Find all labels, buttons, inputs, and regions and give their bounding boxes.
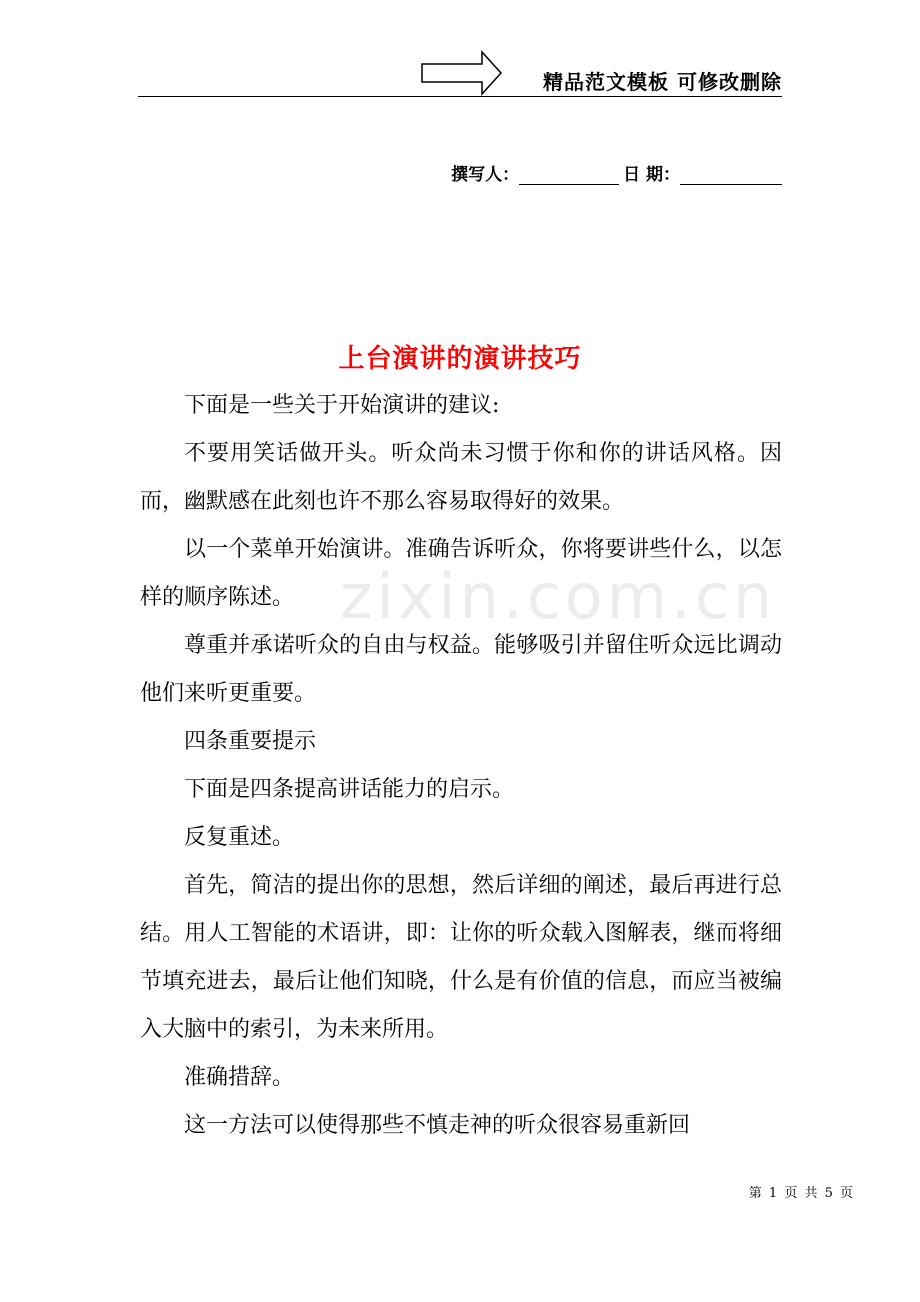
paragraph: 以一个菜单开始演讲。准确告诉听众，你将要讲些什么，以怎样的顺序陈述。 xyxy=(140,537,782,610)
arrow-right-icon xyxy=(421,50,503,96)
paragraph: 这一方法可以使得那些不慎走神的听众很容易重新回 xyxy=(184,1113,691,1138)
page-header xyxy=(138,48,782,97)
watermark: zixin.com.cn xyxy=(340,560,777,633)
date-blank xyxy=(680,166,782,185)
document-body xyxy=(140,382,782,1150)
page-footer: 第 1 页 共 5 页 xyxy=(748,1186,853,1201)
paragraph: 四条重要提示 xyxy=(184,729,317,754)
author-date-line xyxy=(451,160,782,185)
author-blank xyxy=(519,166,619,185)
paragraph: 反复重述。 xyxy=(184,825,295,850)
date-label: 日 期： xyxy=(623,165,680,185)
paragraph: 首先，简洁的提出你的思想，然后详细的阐述，最后再进行总结。用人工智能的术语讲，即：让你的听众载入图解表，继而将细节填充进去，最后让他们知晓，什么是有价值的信息，而应当被编入大脑中的索引，为未来所用。 xyxy=(140,873,782,1042)
paragraph: 下面是一些关于开始演讲的建议: xyxy=(184,393,500,418)
paragraph: 下面是四条提高讲话能力的启示。 xyxy=(184,777,515,802)
author-label: 撰写人： xyxy=(451,165,520,185)
paragraph: 准确措辞。 xyxy=(184,1065,295,1090)
header-text: 精品范文模板 可修改删除 xyxy=(543,70,782,94)
paragraph: 尊重并承诺听众的自由与权益。能够吸引并留住听众远比调动他们来听更重要。 xyxy=(140,633,782,706)
paragraph: 不要用笑话做开头。听众尚未习惯于你和你的讲话风格。因而，幽默感在此刻也许不那么容易取得好的效果。 xyxy=(140,441,782,514)
document-title: 上台演讲的演讲技巧 xyxy=(338,344,582,374)
